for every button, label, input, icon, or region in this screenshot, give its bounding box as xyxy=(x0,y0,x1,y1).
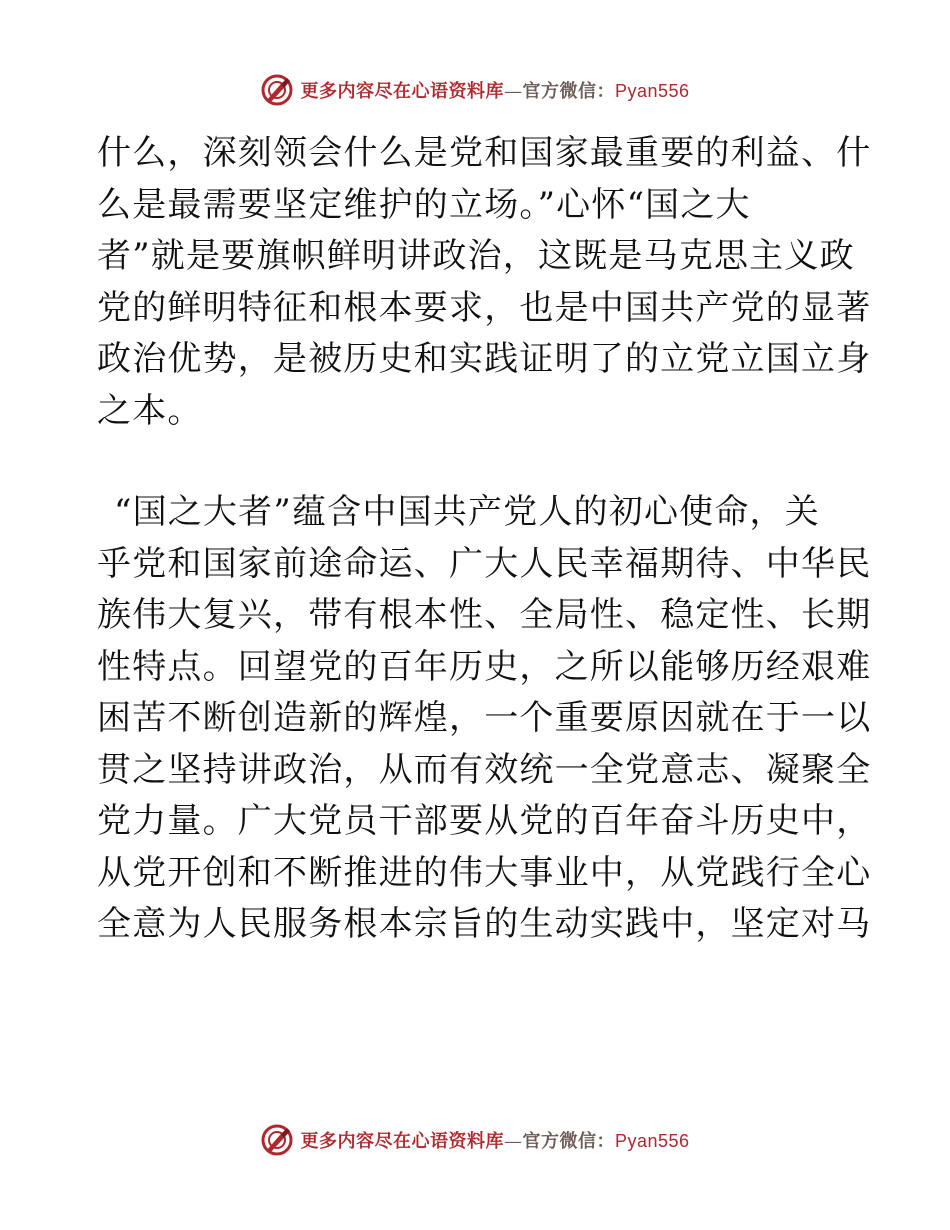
footer-wechat-id: Pyan556 xyxy=(614,1131,690,1151)
footer-site-text: 更多内容尽在心语资料库 xyxy=(300,1131,504,1152)
pen-logo-icon xyxy=(260,1123,294,1157)
header-wechat-id: Pyan556 xyxy=(614,81,690,101)
text-line: 之本。 xyxy=(97,390,203,431)
text-line: 性特点。回望党的百年历史，之所以能够历经艰难 xyxy=(97,646,872,687)
text-line: 从党开创和不断推进的伟大事业中，从党践行全心 xyxy=(97,852,872,893)
text-line: 者”就是要旗帜鲜明讲政治，这既是马克思主义政 xyxy=(97,236,855,276)
text-line: 困苦不断创造新的辉煌，一个重要原因就在于一以 xyxy=(97,698,872,738)
footer-banner-text xyxy=(300,1127,689,1153)
header-wechat-label: 官方微信： xyxy=(522,81,615,102)
footer-wechat-label: 官方微信： xyxy=(522,1131,615,1152)
header-banner xyxy=(0,70,950,110)
paragraph-gap xyxy=(97,437,852,487)
text-line: 族伟大复兴，带有根本性、全局性、稳定性、长期 xyxy=(97,595,872,635)
footer-dash: — xyxy=(503,1131,523,1152)
text-line: 全意为人民服务根本宗旨的生动实践中，坚定对马 xyxy=(97,904,872,944)
text-line: 党的鲜明特征和根本要求，也是中国共产党的显著 xyxy=(97,287,872,328)
header-dash: — xyxy=(503,81,523,102)
header-banner-text xyxy=(300,77,689,103)
footer-banner xyxy=(0,1120,950,1160)
paragraph-1 xyxy=(97,128,872,437)
text-line: 什么，深刻领会什么是党和国家最重要的利益、什 xyxy=(97,133,872,173)
paragraph-2 xyxy=(97,487,872,951)
text-line: 贯之坚持讲政治，从而有效统一全党意志、凝聚全 xyxy=(97,749,872,790)
pen-logo-icon xyxy=(260,73,294,107)
header-site-text: 更多内容尽在心语资料库 xyxy=(300,81,504,102)
text-line: “国之大者”蕴含中国共产党人的初心使命，关 xyxy=(114,492,820,532)
document-body xyxy=(97,128,872,951)
text-line: 党力量。广大党员干部要从党的百年奋斗历史中， xyxy=(97,801,872,841)
text-line: 政治优势，是被历史和实践证明了的立党立国立身 xyxy=(97,339,872,379)
text-line: 么是最需要坚定维护的立场。”心怀“国之大 xyxy=(97,184,751,225)
text-line: 乎党和国家前途命运、广大人民幸福期待、中华民 xyxy=(97,543,872,584)
